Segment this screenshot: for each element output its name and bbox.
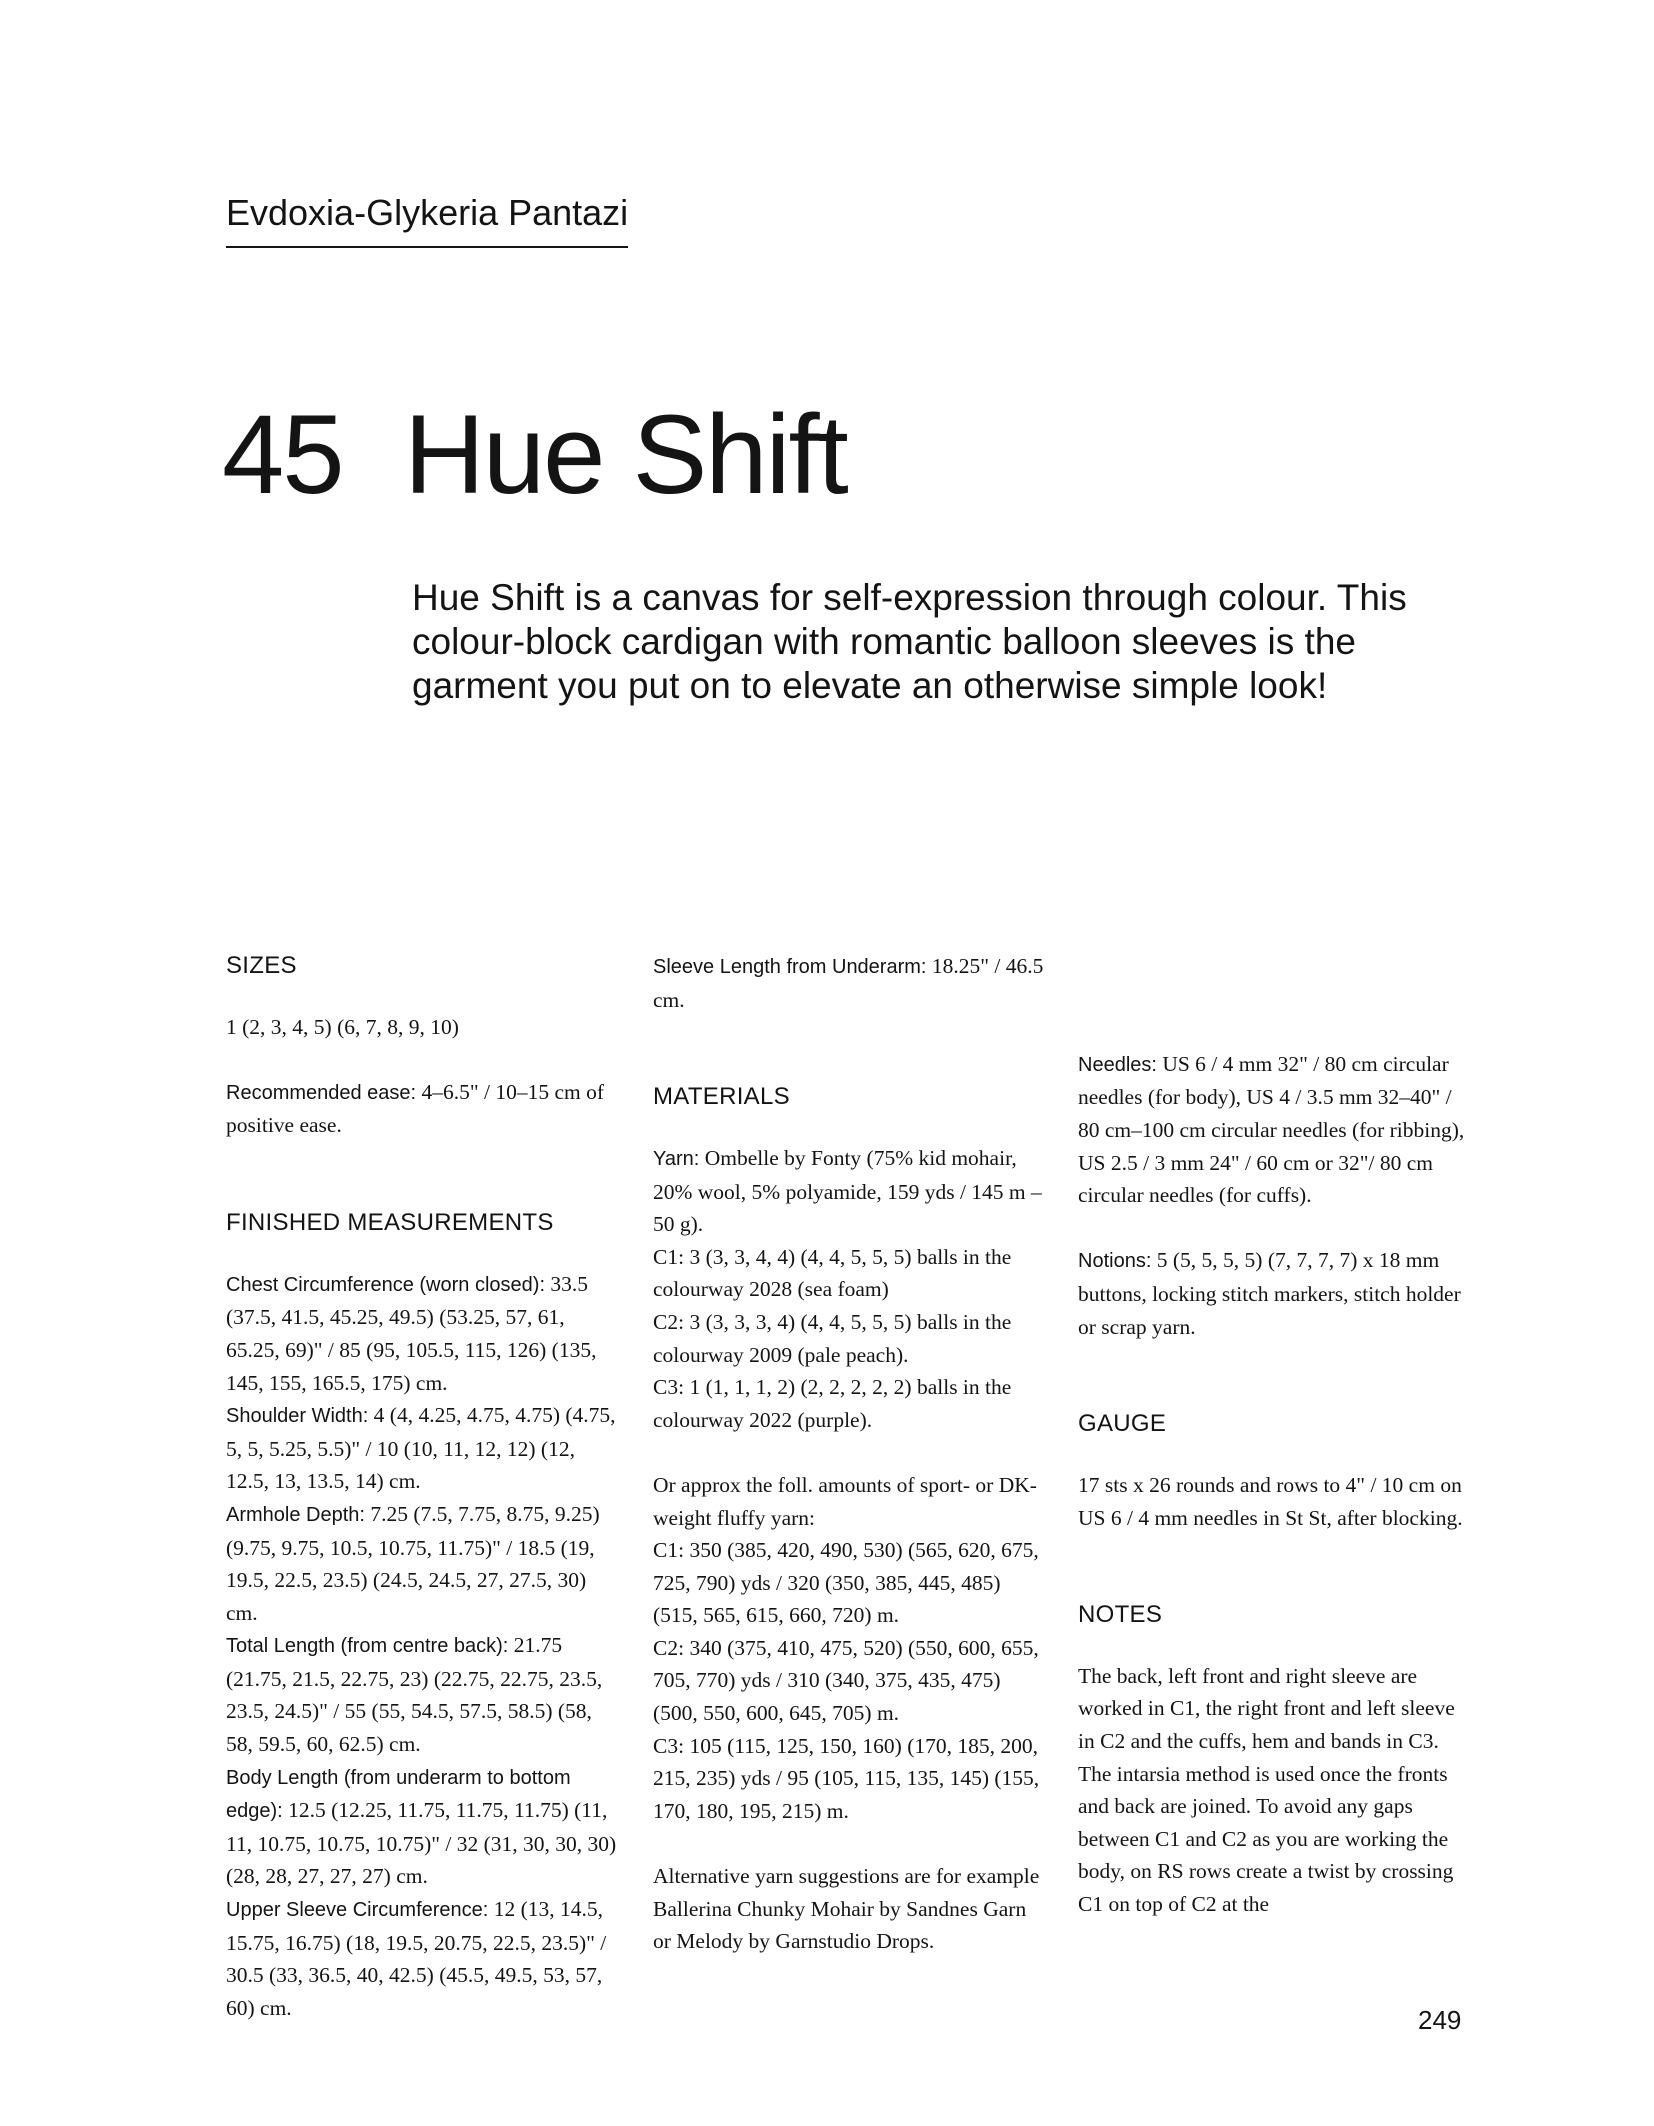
needles-paragraph bbox=[1078, 1048, 1473, 1212]
shoulder-label: Shoulder Width: bbox=[226, 1405, 369, 1428]
length-paragraph bbox=[226, 1629, 621, 1760]
upper-sleeve-paragraph bbox=[226, 1893, 621, 2024]
notes-text: The back, left front and right sleeve are worked in C1, the right front and left sleeve in C2 and the cuffs, hem and bands in C3. The intarsia method is used once the fronts and back are joined. To avoid any gaps between C1 and C2 as you are working the body, on RS rows create a twist by crossing C1 on top of C2 at the bbox=[1078, 1663, 1455, 1917]
pattern-intro: Hue Shift is a canvas for self-expression through colour. This colour-block cardigan with romantic balloon sleeves is the garment you put on to elevate an otherwise simple look! bbox=[412, 577, 1407, 706]
sizes-heading: SIZES bbox=[226, 952, 297, 979]
yarn-c3: C3: 1 (1, 1, 1, 2) (2, 2, 2, 2, 2) balls in the colourway 2022 (purple). bbox=[653, 1375, 1012, 1432]
body-length-paragraph bbox=[226, 1761, 621, 1893]
armhole-text: 7.25 (7.5, 7.75, 8.75, 9.25) (9.75, 9.75, 10.5, 10.75, 11.75)" / 18.5 (19, 19.5, 22.5, 23.5) (24.5, 24.5, 27, 27.5, 30) cm. bbox=[226, 1501, 600, 1625]
notions-label: Notions: bbox=[1078, 1250, 1152, 1273]
page-number: 249 bbox=[1418, 2005, 1462, 2035]
yarn-c1: C1: 3 (3, 3, 4, 4) (4, 4, 5, 5, 5) balls in the colourway 2028 (sea foam) bbox=[653, 1244, 1012, 1302]
body-length-label: Body Length (from underarm to bottom edge): bbox=[226, 1766, 571, 1823]
notes-heading: NOTES bbox=[1078, 1601, 1163, 1629]
chest-label: Chest Circumference (worn closed): bbox=[226, 1273, 545, 1296]
body-length-text: 12.5 (12.25, 11.75, 11.75, 11.75) (11, 11, 10.75, 10.75, 10.75)" / 32 (31, 30, 30, 30) (28, 28, 27, 27, 27) cm. bbox=[226, 1798, 617, 1889]
yarn-text: Ombelle by Fonty (75% kid mohair, 20% wool, 5% polyamide, 159 yds / 145 m – 50 g). bbox=[653, 1145, 1042, 1237]
armhole-label: Armhole Depth: bbox=[226, 1503, 365, 1526]
pattern-number: 45 bbox=[222, 392, 343, 517]
needles-text: US 6 / 4 mm 32" / 80 cm circular needles (for body), US 4 / 3.5 mm 32–40" / 80 cm–100 cm circular needles (for ribbing), US 2.5 / 3 mm 24" / 60 cm or 32"/ 80 cm circular needles (for cuffs). bbox=[1078, 1051, 1465, 1208]
alternative-yarn: Alternative yarn suggestions are for example Ballerina Chunky Mohair by Sandnes Garn or Melody by Garnstudio Drops. bbox=[653, 1864, 1040, 1954]
pattern-name: Hue Shift bbox=[404, 392, 847, 517]
length-text: 21.75 (21.75, 21.5, 22.75, 23) (22.75, 22.75, 23.5, 23.5, 24.5)" / 55 (55, 54.5, 57.5, 58.5) (58, 58, 59.5, 60, 62.5) cm. bbox=[226, 1633, 603, 1757]
notions-paragraph bbox=[1078, 1244, 1473, 1343]
sleeve-length-paragraph bbox=[653, 950, 1048, 1016]
approx-intro: Or approx the foll. amounts of sport- or DK-weight fluffy yarn: bbox=[653, 1472, 1037, 1530]
sleeve-length-label: Sleeve Length from Underarm: bbox=[653, 956, 927, 978]
armhole-paragraph bbox=[226, 1498, 621, 1629]
chest-text: 33.5 (37.5, 41.5, 45.25, 49.5) (53.25, 57, 61, 65.25, 69)" / 85 (95, 105.5, 115, 126) (135, 145, 155, 165.5, 175) cm. bbox=[226, 1271, 597, 1395]
needles-label: Needles: bbox=[1078, 1053, 1157, 1076]
upper-sleeve-label: Upper Sleeve Circumference: bbox=[226, 1899, 489, 1922]
ease-paragraph bbox=[226, 1076, 621, 1142]
column-3 bbox=[1078, 950, 1473, 1921]
column-1 bbox=[226, 950, 621, 2024]
yarn-paragraph bbox=[653, 1142, 1048, 1241]
approx-c1: C1: 350 (385, 420, 490, 530) (565, 620, 675, 725, 790) yds / 320 (350, 385, 445, 485) (515, 565, 615, 660, 720) m. bbox=[653, 1538, 1039, 1628]
column-2 bbox=[653, 950, 1048, 1958]
approx-c3: C3: 105 (115, 125, 150, 160) (170, 185, 200, 215, 235) yds / 95 (105, 115, 135, 145) (155, 170, 180, 195, 215) m. bbox=[653, 1733, 1040, 1823]
shoulder-paragraph bbox=[226, 1399, 621, 1498]
sizes-list: 1 (2, 3, 4, 5) (6, 7, 8, 9, 10) bbox=[226, 1014, 459, 1039]
shoulder-text: 4 (4, 4.25, 4.75, 4.75) (4.75, 5, 5, 5.25, 5.5)" / 10 (10, 11, 12, 12) (12, 12.5, 13, 13.5, 14) cm. bbox=[226, 1403, 616, 1494]
upper-sleeve-text: 12 (13, 14.5, 15.75, 16.75) (18, 19.5, 20.75, 22.5, 23.5)" / 30.5 (33, 36.5, 40, 42.5) (45.5, 49.5, 53, 57, 60) cm. bbox=[226, 1897, 607, 2020]
approx-c2: C2: 340 (375, 410, 475, 520) (550, 600, 655, 705, 770) yds / 310 (340, 375, 435, 475) (500, 550, 600, 645, 705) m. bbox=[653, 1635, 1039, 1726]
author-name: Evdoxia-Glykeria Pantazi bbox=[226, 190, 628, 248]
measurements-heading: FINISHED MEASUREMENTS bbox=[226, 1209, 554, 1237]
yarn-c2: C2: 3 (3, 3, 3, 4) (4, 4, 5, 5, 5) balls in the colourway 2009 (pale peach). bbox=[653, 1309, 1012, 1367]
gauge-text: 17 sts x 26 rounds and rows to 4" / 10 cm on US 6 / 4 mm needles in St St, after blocking. bbox=[1078, 1472, 1463, 1530]
yarn-label: Yarn: bbox=[653, 1147, 700, 1170]
chest-paragraph bbox=[226, 1268, 621, 1399]
length-label: Total Length (from centre back): bbox=[226, 1635, 509, 1658]
materials-heading: MATERIALS bbox=[653, 1083, 790, 1111]
pattern-title bbox=[222, 390, 847, 520]
sleeve-length-text: 18.25" / 46.5 cm. bbox=[653, 954, 1044, 1012]
ease-label: Recommended ease: bbox=[226, 1081, 417, 1104]
gauge-heading: GAUGE bbox=[1078, 1410, 1167, 1438]
notions-text: 5 (5, 5, 5, 5) (7, 7, 7, 7) x 18 mm buttons, locking stitch markers, stitch holder or scrap yarn. bbox=[1078, 1248, 1461, 1339]
ease-text: 4–6.5" / 10–15 cm of positive ease. bbox=[226, 1079, 605, 1138]
